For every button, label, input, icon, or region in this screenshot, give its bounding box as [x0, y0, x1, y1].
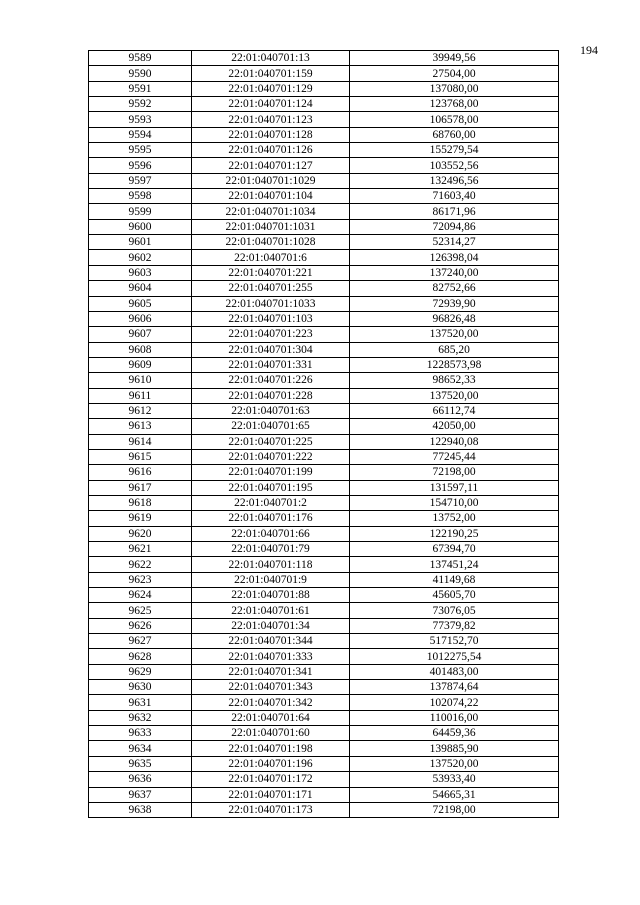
value-cell: 1012275,54	[350, 649, 559, 664]
table-row	[89, 388, 559, 403]
table-row	[89, 66, 559, 81]
table-row	[89, 634, 559, 649]
table-row	[89, 327, 559, 342]
table-row	[89, 434, 559, 449]
cadastral-number-cell: 22:01:040701:198	[192, 741, 350, 756]
row-number-cell: 9605	[89, 296, 192, 311]
value-cell: 96826,48	[350, 311, 559, 326]
value-cell: 52314,27	[350, 235, 559, 250]
value-cell: 86171,96	[350, 204, 559, 219]
cadastral-number-cell: 22:01:040701:343	[192, 680, 350, 695]
value-cell: 72939,90	[350, 296, 559, 311]
row-number-cell: 9607	[89, 327, 192, 342]
row-number-cell: 9617	[89, 480, 192, 495]
cadastral-number-cell: 22:01:040701:124	[192, 97, 350, 112]
table-row	[89, 695, 559, 710]
row-number-cell: 9614	[89, 434, 192, 449]
table-row	[89, 342, 559, 357]
cadastral-number-cell: 22:01:040701:225	[192, 434, 350, 449]
row-number-cell: 9592	[89, 97, 192, 112]
table-row	[89, 204, 559, 219]
cadastral-number-cell: 22:01:040701:341	[192, 664, 350, 679]
cadastral-number-cell: 22:01:040701:60	[192, 726, 350, 741]
value-cell: 137520,00	[350, 756, 559, 771]
table-row	[89, 618, 559, 633]
table-body	[89, 51, 559, 818]
row-number-cell: 9622	[89, 557, 192, 572]
row-number-cell: 9593	[89, 112, 192, 127]
table-row	[89, 588, 559, 603]
value-cell: 66112,74	[350, 403, 559, 418]
row-number-cell: 9621	[89, 542, 192, 557]
cadastral-number-cell: 22:01:040701:173	[192, 802, 350, 817]
row-number-cell: 9604	[89, 281, 192, 296]
row-number-cell: 9633	[89, 726, 192, 741]
row-number-cell: 9589	[89, 51, 192, 66]
value-cell: 139885,90	[350, 741, 559, 756]
value-cell: 401483,00	[350, 664, 559, 679]
value-cell: 103552,56	[350, 158, 559, 173]
page-number: 194	[580, 43, 598, 57]
value-cell: 517152,70	[350, 634, 559, 649]
table-row	[89, 772, 559, 787]
table-row	[89, 465, 559, 480]
row-number-cell: 9608	[89, 342, 192, 357]
cadastral-number-cell: 22:01:040701:221	[192, 265, 350, 280]
row-number-cell: 9625	[89, 603, 192, 618]
value-cell: 137520,00	[350, 388, 559, 403]
value-cell: 685,20	[350, 342, 559, 357]
table-row	[89, 542, 559, 557]
value-cell: 42050,00	[350, 419, 559, 434]
cadastral-number-cell: 22:01:040701:129	[192, 81, 350, 96]
cadastral-number-cell: 22:01:040701:196	[192, 756, 350, 771]
value-cell: 77245,44	[350, 449, 559, 464]
value-cell: 110016,00	[350, 710, 559, 725]
table-row	[89, 112, 559, 127]
cadastral-number-cell: 22:01:040701:159	[192, 66, 350, 81]
cadastral-number-cell: 22:01:040701:342	[192, 695, 350, 710]
row-number-cell: 9606	[89, 311, 192, 326]
table-row	[89, 526, 559, 541]
value-cell: 72198,00	[350, 465, 559, 480]
value-cell: 137520,00	[350, 327, 559, 342]
value-cell: 106578,00	[350, 112, 559, 127]
row-number-cell: 9595	[89, 143, 192, 158]
value-cell: 122190,25	[350, 526, 559, 541]
row-number-cell: 9609	[89, 357, 192, 372]
row-number-cell: 9624	[89, 588, 192, 603]
cadastral-number-cell: 22:01:040701:128	[192, 127, 350, 142]
table-row	[89, 158, 559, 173]
row-number-cell: 9620	[89, 526, 192, 541]
cadastral-number-cell: 22:01:040701:195	[192, 480, 350, 495]
row-number-cell: 9601	[89, 235, 192, 250]
row-number-cell: 9630	[89, 680, 192, 695]
table-row	[89, 756, 559, 771]
cadastral-number-cell: 22:01:040701:333	[192, 649, 350, 664]
value-cell: 154710,00	[350, 495, 559, 510]
table-row	[89, 495, 559, 510]
value-cell: 132496,56	[350, 173, 559, 188]
table-row	[89, 557, 559, 572]
cadastral-number-cell: 22:01:040701:172	[192, 772, 350, 787]
table-row	[89, 710, 559, 725]
cadastral-value-table	[88, 50, 559, 818]
value-cell: 68760,00	[350, 127, 559, 142]
table-row	[89, 802, 559, 817]
value-cell: 53933,40	[350, 772, 559, 787]
cadastral-number-cell: 22:01:040701:331	[192, 357, 350, 372]
value-cell: 82752,66	[350, 281, 559, 296]
cadastral-number-cell: 22:01:040701:126	[192, 143, 350, 158]
row-number-cell: 9631	[89, 695, 192, 710]
cadastral-number-cell: 22:01:040701:64	[192, 710, 350, 725]
row-number-cell: 9637	[89, 787, 192, 802]
cadastral-number-cell: 22:01:040701:61	[192, 603, 350, 618]
cadastral-number-cell: 22:01:040701:34	[192, 618, 350, 633]
row-number-cell: 9597	[89, 173, 192, 188]
cadastral-number-cell: 22:01:040701:1034	[192, 204, 350, 219]
cadastral-number-cell: 22:01:040701:6	[192, 250, 350, 265]
table-row	[89, 511, 559, 526]
table-row	[89, 296, 559, 311]
table-row	[89, 480, 559, 495]
cadastral-number-cell: 22:01:040701:222	[192, 449, 350, 464]
cadastral-number-cell: 22:01:040701:103	[192, 311, 350, 326]
cadastral-number-cell: 22:01:040701:1029	[192, 173, 350, 188]
cadastral-number-cell: 22:01:040701:1028	[192, 235, 350, 250]
table-row	[89, 603, 559, 618]
cadastral-number-cell: 22:01:040701:255	[192, 281, 350, 296]
value-cell: 137874,64	[350, 680, 559, 695]
table-row	[89, 173, 559, 188]
row-number-cell: 9600	[89, 219, 192, 234]
table-row	[89, 572, 559, 587]
cadastral-number-cell: 22:01:040701:304	[192, 342, 350, 357]
row-number-cell: 9613	[89, 419, 192, 434]
value-cell: 102074,22	[350, 695, 559, 710]
table-row	[89, 281, 559, 296]
value-cell: 126398,04	[350, 250, 559, 265]
cadastral-number-cell: 22:01:040701:79	[192, 542, 350, 557]
value-cell: 122940,08	[350, 434, 559, 449]
cadastral-number-cell: 22:01:040701:228	[192, 388, 350, 403]
table-row	[89, 403, 559, 418]
table-row	[89, 143, 559, 158]
table-row	[89, 51, 559, 66]
cadastral-number-cell: 22:01:040701:65	[192, 419, 350, 434]
row-number-cell: 9611	[89, 388, 192, 403]
cadastral-number-cell: 22:01:040701:127	[192, 158, 350, 173]
value-cell: 98652,33	[350, 373, 559, 388]
cadastral-number-cell: 22:01:040701:199	[192, 465, 350, 480]
cadastral-number-cell: 22:01:040701:226	[192, 373, 350, 388]
row-number-cell: 9638	[89, 802, 192, 817]
table-row	[89, 97, 559, 112]
row-number-cell: 9626	[89, 618, 192, 633]
value-cell: 39949,56	[350, 51, 559, 66]
value-cell: 54665,31	[350, 787, 559, 802]
row-number-cell: 9598	[89, 189, 192, 204]
row-number-cell: 9610	[89, 373, 192, 388]
value-cell: 13752,00	[350, 511, 559, 526]
row-number-cell: 9632	[89, 710, 192, 725]
row-number-cell: 9623	[89, 572, 192, 587]
value-cell: 1228573,98	[350, 357, 559, 372]
value-cell: 27504,00	[350, 66, 559, 81]
value-cell: 45605,70	[350, 588, 559, 603]
value-cell: 71603,40	[350, 189, 559, 204]
row-number-cell: 9596	[89, 158, 192, 173]
value-cell: 73076,05	[350, 603, 559, 618]
table-row	[89, 81, 559, 96]
row-number-cell: 9594	[89, 127, 192, 142]
cadastral-number-cell: 22:01:040701:344	[192, 634, 350, 649]
row-number-cell: 9635	[89, 756, 192, 771]
table-row	[89, 250, 559, 265]
table-row	[89, 680, 559, 695]
cadastral-number-cell: 22:01:040701:171	[192, 787, 350, 802]
cadastral-number-cell: 22:01:040701:123	[192, 112, 350, 127]
value-cell: 137080,00	[350, 81, 559, 96]
cadastral-number-cell: 22:01:040701:104	[192, 189, 350, 204]
row-number-cell: 9629	[89, 664, 192, 679]
row-number-cell: 9612	[89, 403, 192, 418]
table-row	[89, 419, 559, 434]
table-row	[89, 265, 559, 280]
cadastral-number-cell: 22:01:040701:223	[192, 327, 350, 342]
row-number-cell: 9603	[89, 265, 192, 280]
value-cell: 72094,86	[350, 219, 559, 234]
cadastral-number-cell: 22:01:040701:88	[192, 588, 350, 603]
table-row	[89, 127, 559, 142]
table-row	[89, 235, 559, 250]
row-number-cell: 9619	[89, 511, 192, 526]
value-cell: 123768,00	[350, 97, 559, 112]
row-number-cell: 9615	[89, 449, 192, 464]
cadastral-number-cell: 22:01:040701:2	[192, 495, 350, 510]
value-cell: 67394,70	[350, 542, 559, 557]
cadastral-number-cell: 22:01:040701:9	[192, 572, 350, 587]
table-row	[89, 741, 559, 756]
table-row	[89, 311, 559, 326]
table-row	[89, 726, 559, 741]
cadastral-number-cell: 22:01:040701:1033	[192, 296, 350, 311]
cadastral-number-cell: 22:01:040701:118	[192, 557, 350, 572]
table-row	[89, 373, 559, 388]
table-row	[89, 219, 559, 234]
row-number-cell: 9634	[89, 741, 192, 756]
row-number-cell: 9628	[89, 649, 192, 664]
row-number-cell: 9599	[89, 204, 192, 219]
row-number-cell: 9590	[89, 66, 192, 81]
value-cell: 77379,82	[350, 618, 559, 633]
table-row	[89, 189, 559, 204]
value-cell: 131597,11	[350, 480, 559, 495]
table-row	[89, 787, 559, 802]
cadastral-number-cell: 22:01:040701:63	[192, 403, 350, 418]
cadastral-number-cell: 22:01:040701:13	[192, 51, 350, 66]
value-cell: 137451,24	[350, 557, 559, 572]
value-cell: 64459,36	[350, 726, 559, 741]
row-number-cell: 9602	[89, 250, 192, 265]
row-number-cell: 9627	[89, 634, 192, 649]
value-cell: 72198,00	[350, 802, 559, 817]
table-row	[89, 649, 559, 664]
table-row	[89, 664, 559, 679]
table-row	[89, 449, 559, 464]
cadastral-number-cell: 22:01:040701:66	[192, 526, 350, 541]
value-cell: 41149,68	[350, 572, 559, 587]
cadastral-number-cell: 22:01:040701:176	[192, 511, 350, 526]
row-number-cell: 9591	[89, 81, 192, 96]
row-number-cell: 9636	[89, 772, 192, 787]
table-row	[89, 357, 559, 372]
row-number-cell: 9618	[89, 495, 192, 510]
value-cell: 137240,00	[350, 265, 559, 280]
value-cell: 155279,54	[350, 143, 559, 158]
row-number-cell: 9616	[89, 465, 192, 480]
cadastral-number-cell: 22:01:040701:1031	[192, 219, 350, 234]
